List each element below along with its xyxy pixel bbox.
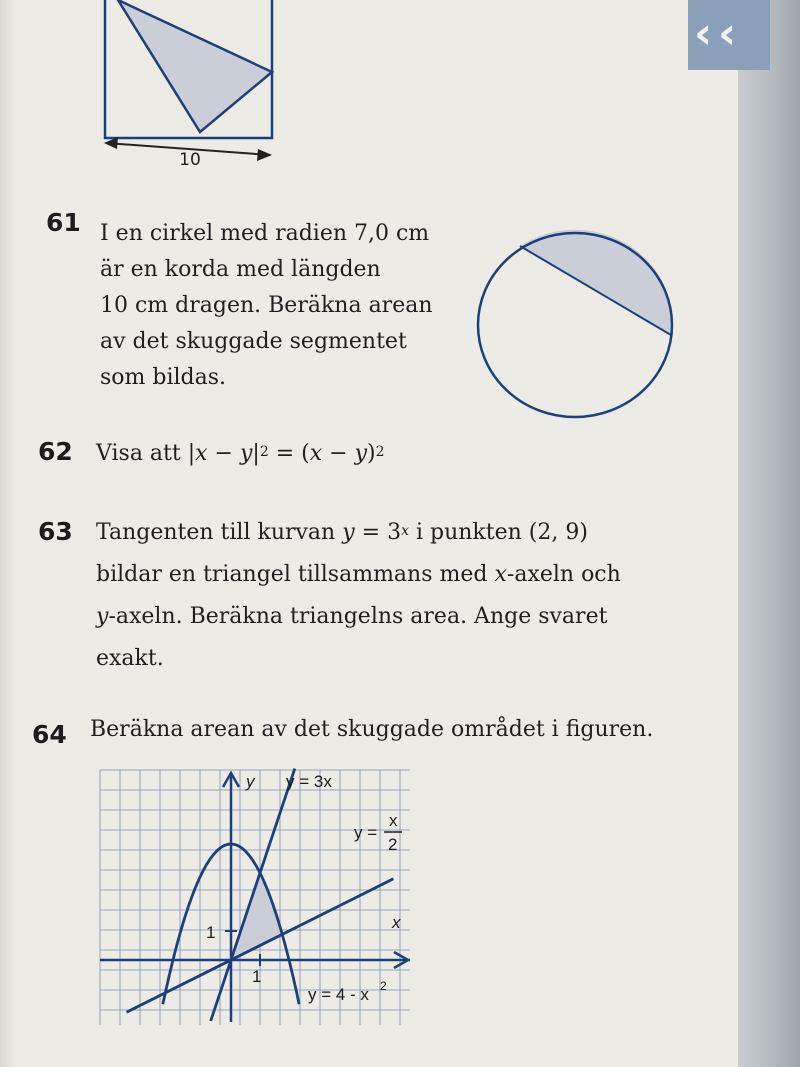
problem-61-line: av det skuggade segmentet <box>100 329 407 354</box>
label-line-3x: y = 3x <box>286 772 332 791</box>
text-fragment: bildar en triangel tillsammans med <box>96 562 495 587</box>
problem-63-text <box>96 512 621 680</box>
dimension-label: 10 <box>179 150 201 170</box>
label-parabola: y = 4 - x <box>308 985 369 1004</box>
problem-63-line <box>96 512 621 554</box>
text-fragment: Tangenten till kurvan <box>96 520 343 545</box>
text-fragment: ) <box>367 441 376 466</box>
tick-label-y: 1 <box>206 923 216 942</box>
y-axis-label: y <box>246 772 255 791</box>
arrowhead-right-icon <box>257 149 272 161</box>
problem-64-text: Beräkna arean av det skuggade området i figuren. <box>90 717 654 742</box>
label-half-denominator: 2 <box>388 835 398 854</box>
shaded-segment <box>520 230 672 335</box>
math-expression: x − y <box>309 441 368 466</box>
problem-61-text <box>100 216 433 396</box>
text-fragment: -axeln och <box>506 562 621 587</box>
problem-61-line: 10 cm dragen. Beräkna arean <box>100 293 433 318</box>
label-line-half: y = <box>354 823 378 842</box>
chevron-left-icon: ‹ <box>694 8 713 59</box>
exponent: 2 <box>259 444 269 460</box>
problem-63-line <box>96 596 621 638</box>
text-fragment: Visa att | <box>96 441 196 466</box>
problem-63-line: exakt. <box>96 646 164 671</box>
x-axis-label: x <box>392 913 401 932</box>
math-variable: x <box>494 562 507 587</box>
page-edge <box>0 0 16 1067</box>
problem-61-line: som bildas. <box>100 365 227 390</box>
square-triangle-figure <box>90 0 290 170</box>
problem-number-63: 63 <box>38 517 73 546</box>
exponent: 2 <box>375 444 385 460</box>
problem-number-64: 64 <box>32 720 67 749</box>
chapter-tab-marker <box>688 0 770 70</box>
problem-62-text <box>96 436 385 472</box>
problem-63-line <box>96 554 621 596</box>
function-graph <box>80 760 420 1030</box>
math-variable: y <box>96 604 109 629</box>
exponent: x <box>401 523 409 539</box>
label-parabola-exponent: 2 <box>380 979 387 993</box>
text-fragment: i punkten (2, 9) <box>408 520 588 545</box>
shaded-triangle <box>118 0 272 132</box>
chevron-left-icon: ‹ <box>718 8 737 59</box>
circle-segment-figure <box>470 222 680 422</box>
text-fragment: = 3 <box>354 520 402 545</box>
text-fragment: -axeln. Beräkna triangelns area. Ange svaret <box>108 604 608 629</box>
book-side-strip <box>694 0 800 1067</box>
text-fragment: = ( <box>268 441 310 466</box>
problem-61-line: I en cirkel med radien 7,0 cm <box>100 221 430 246</box>
tick-label-x: 1 <box>252 967 262 986</box>
label-half-numerator: x <box>389 811 398 830</box>
problem-61-line: är en korda med längden <box>100 257 381 282</box>
math-expression: x − y <box>195 441 253 466</box>
problem-number-62: 62 <box>38 437 73 466</box>
math-variable: y <box>342 520 355 545</box>
text-fragment: | <box>252 441 260 466</box>
problem-number-61: 61 <box>46 208 81 237</box>
